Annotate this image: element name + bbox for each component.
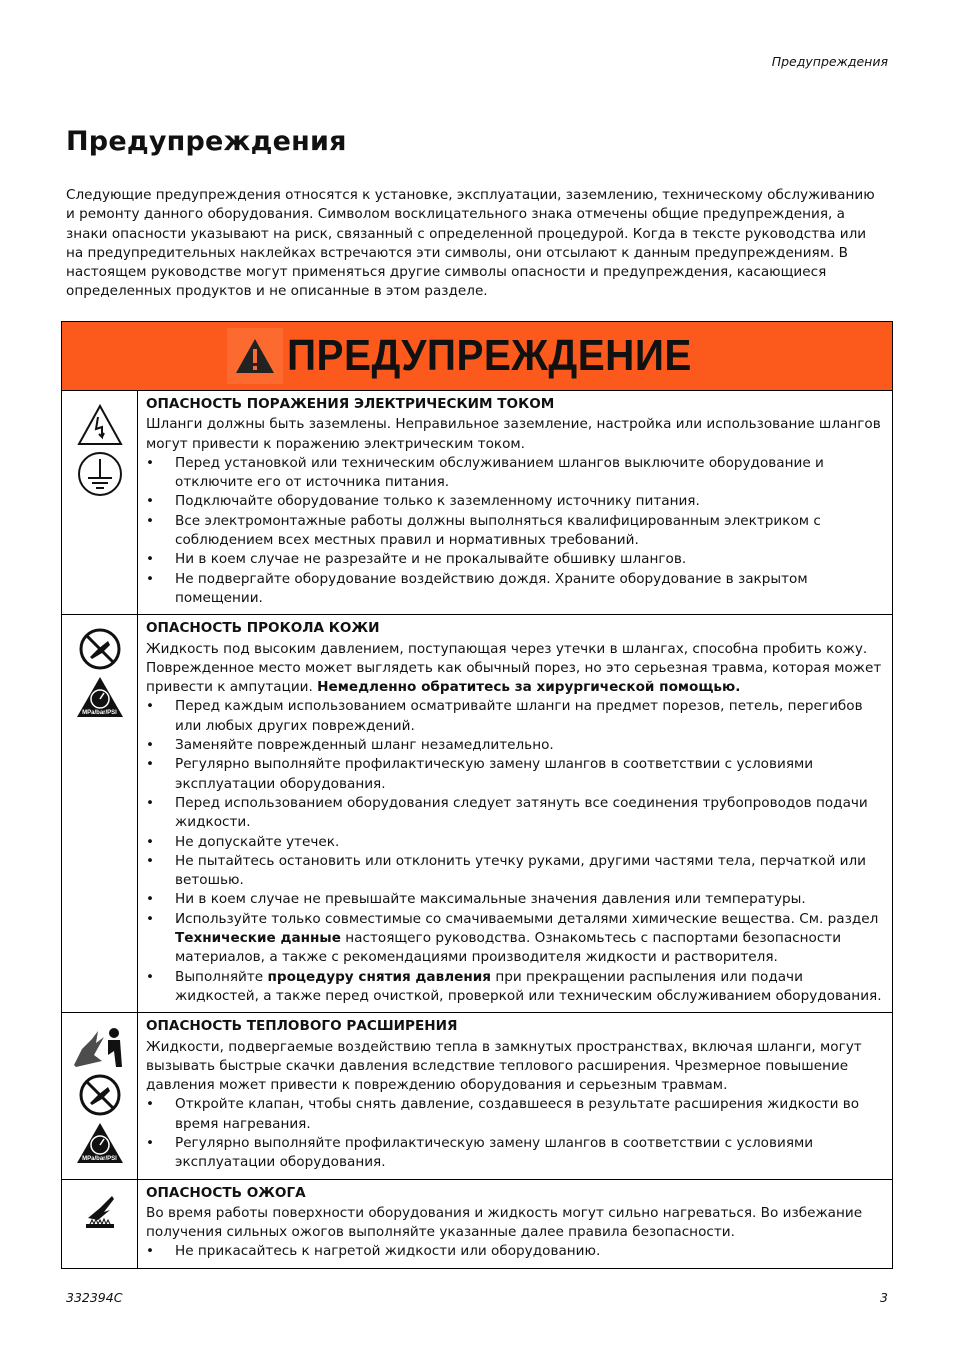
hazard-title: ОПАСНОСТЬ ТЕПЛОВОГО РАСШИРЕНИЯ	[146, 1018, 458, 1035]
list-item	[146, 736, 882, 755]
list-item	[146, 755, 882, 794]
page-title: Предупреждения	[66, 126, 347, 157]
hot-surface-icon	[80, 1192, 120, 1232]
hazard-content	[138, 391, 892, 614]
list-item	[146, 1134, 882, 1173]
bold-text: Технические данные	[175, 930, 341, 947]
doc-number: 332394C	[66, 1290, 123, 1305]
text: Подключайте оборудование только к заземленному источнику питания.	[175, 493, 700, 510]
no-hand-spray-icon	[78, 627, 122, 671]
text: Не допускайте утечек.	[175, 833, 340, 850]
gauge-icon-label: MPa/bar/PSI	[82, 710, 117, 717]
warning-banner	[62, 322, 892, 391]
no-hand-spray-icon	[78, 1073, 122, 1117]
list-item	[146, 968, 882, 1007]
running-header: Предупреждения	[771, 54, 888, 69]
hazard-icons	[62, 615, 138, 1012]
hazard-description	[146, 1038, 882, 1096]
text: Перед каждым использованием осматривайте шланги на предмет порезов, петель, перегибов или любых других повреждений.	[175, 698, 863, 734]
list-item	[146, 833, 882, 852]
hazard-title: ОПАСНОСТЬ ОЖОГА	[146, 1184, 306, 1201]
text: Жидкость под высоким давлением, поступающая через утечки в шлангах, способна пробить кожу. Поврежденное место может выглядеть как обычный порез, но это серьезная травма, которая может привести к ампутации.	[146, 640, 882, 696]
text: Перед использованием оборудования следует затянуть все соединения трубопроводов подачи жидкости.	[175, 794, 868, 831]
text: Ни в коем случае не разрезайте и не прокалывайте обшивку шлангов.	[175, 551, 687, 568]
text: Используйте только совместимые со смачиваемыми деталями химические вещества. См. раздел	[175, 910, 879, 927]
list-item	[146, 910, 882, 968]
gauge-icon-label: MPa/bar/PSI	[82, 1156, 117, 1163]
text: Не пытайтесь остановить или отклонить утечку руками, другими частями тела, перчаткой или ветошью.	[175, 852, 866, 889]
text: Во время работы поверхности оборудования и жидкость могут сильно нагреваться. Во избежание получения сильных ожогов выполняйте указанные далее правила безопасности.	[146, 1204, 863, 1241]
warning-triangle-icon	[227, 328, 283, 384]
list-item	[146, 697, 882, 736]
hazard-precautions	[146, 454, 882, 608]
text: Шланги должны быть заземлены. Неправильное заземление, настройка или использование шлангов могут привести к поражению электрическим током.	[146, 416, 881, 452]
hazard-description	[146, 640, 882, 698]
burst-splash-icon	[72, 1025, 128, 1069]
hazard-precautions	[146, 697, 882, 1006]
warning-table	[61, 321, 893, 1269]
text: Выполняйте	[175, 968, 268, 985]
list-item	[146, 794, 882, 833]
list-item	[146, 550, 882, 569]
hazard-description	[146, 415, 882, 454]
electric-shock-icon	[76, 403, 124, 447]
hazard-content	[138, 1180, 892, 1268]
list-item	[146, 852, 882, 891]
hazard-content	[138, 615, 892, 1012]
list-item	[146, 1242, 882, 1261]
text: Не прикасайтесь к нагретой жидкости или оборудованию.	[175, 1243, 601, 1260]
bold-text: процедуру снятия давления	[267, 968, 492, 985]
text: Регулярно выполняйте профилактическую замену шлангов в соответствии с условиями эксплуатации оборудования.	[175, 1134, 814, 1171]
hazard-section	[62, 391, 892, 615]
list-item	[146, 570, 882, 609]
hazard-title: ОПАСНОСТЬ ПОРАЖЕНИЯ ЭЛЕКТРИЧЕСКИМ ТОКОМ	[146, 396, 555, 412]
hazard-icons	[62, 1013, 138, 1178]
text: Все электромонтажные работы должны выполняться квалифицированным электриком с соблюдением всех местных правил и нормативных требований.	[175, 512, 821, 549]
text: настоящего руководства. Ознакомьтесь с паспортами безопасности материалов, а также с рекомендациями производителя жидкости и растворителя.	[175, 930, 842, 966]
list-item	[146, 492, 882, 511]
hazard-title: ОПАСНОСТЬ ПРОКОЛА КОЖИ	[146, 620, 380, 637]
text: Ни в коем случае не превышайте максимальные значения давления или температуры.	[175, 891, 806, 908]
hazard-precautions	[146, 1242, 882, 1261]
text: при прекращении распыления или подачи жидкостей, а также перед очисткой, проверкой или техническим обслуживанием оборудования.	[175, 968, 882, 1004]
hazard-section	[62, 1013, 892, 1179]
bold-text: Немедленно обратитесь за хирургической помощью.	[317, 679, 741, 696]
hazard-content	[138, 1013, 892, 1178]
text: Не подвергайте оборудование воздействию дождя. Храните оборудование в закрытом помещении.	[175, 570, 808, 606]
hazard-icons	[62, 391, 138, 614]
pressure-gauge-icon	[75, 675, 125, 719]
warning-banner-label: ПРЕДУПРЕЖДЕНИЕ	[286, 331, 692, 380]
intro-paragraph: Следующие предупреждения относятся к установке, эксплуатации, заземлению, техническому обслуживанию и ремонту данного оборудования. Символом восклицательного знака отмечены общие предупреждения, а знаки опасности указывают на риск, связанный с определенной процедурой. Когда в тексте руководства или на предупредительных наклейках встречаются эти символы, они отсылают к данным предупреждениям. В настоящем руководстве могут применяться другие символы опасности и предупреждения, касающиеся определенных продуктов и не описанные в этом разделе.	[66, 187, 875, 300]
text: Регулярно выполняйте профилактическую замену шлангов в соответствии с условиями эксплуатации оборудования.	[175, 756, 814, 792]
page-number: 3	[880, 1290, 888, 1305]
list-item	[146, 454, 882, 493]
text: Жидкости, подвергаемые воздействию тепла в замкнутых пространствах, включая шланги, могут вызывать быстрые скачки давления вследствие теплового расширения. Чрезмерное повышение давления может привести к повреждению оборудования и серьезным травмам.	[146, 1038, 862, 1094]
text: Перед установкой или техническим обслуживанием шлангов выключите оборудование и отключите его от источника питания.	[175, 454, 824, 491]
list-item	[146, 890, 882, 909]
hazard-section	[62, 615, 892, 1013]
hazard-precautions	[146, 1095, 882, 1172]
pressure-gauge-icon	[75, 1121, 125, 1165]
text: Откройте клапан, чтобы снять давление, создавшееся в результате расширения жидкости во время нагревания.	[175, 1096, 860, 1132]
list-item	[146, 512, 882, 551]
list-item	[146, 1095, 882, 1134]
hazard-section	[62, 1180, 892, 1268]
ground-icon	[77, 451, 123, 497]
hazard-description	[146, 1204, 882, 1243]
text: Заменяйте поврежденный шланг незамедлительно.	[175, 737, 554, 754]
hazard-icons	[62, 1180, 138, 1268]
